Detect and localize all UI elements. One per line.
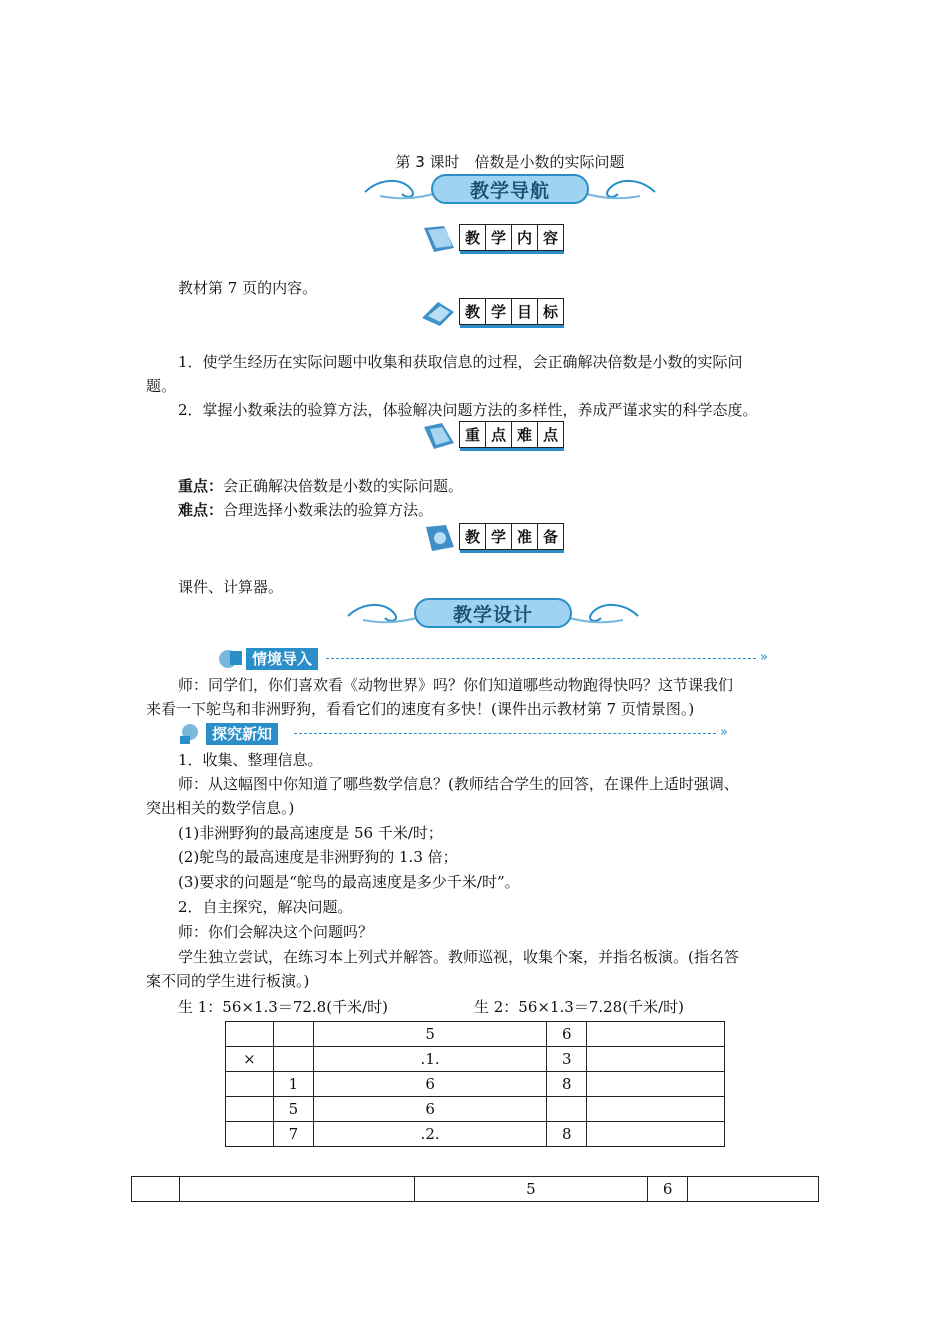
student-1-answer: 生 1：56×1.3＝72.8(千米/时) — [178, 998, 388, 1016]
table-cell — [587, 1097, 725, 1122]
student-2-answer: 生 2：56×1.3＝7.28(千米/时) — [474, 998, 684, 1016]
difficulty-label: 难点： — [178, 501, 224, 519]
table-cell — [226, 1097, 274, 1122]
difficulty-text: 合理选择小数乘法的验算方法。 — [223, 501, 434, 519]
banner-design-label: 教学设计 — [452, 603, 533, 626]
section-char: 准 — [511, 523, 538, 550]
tag-situation-intro — [216, 647, 776, 671]
content-text: 教材第 7 页的内容。 — [178, 279, 318, 297]
folder-icon — [420, 421, 458, 451]
explore-question-line-1: 师：从这幅图中你知道了哪些数学信息？(教师结合学生的回答，在课件上适时强调、 — [178, 775, 739, 793]
table-cell — [587, 1047, 725, 1072]
banner-teaching-navigation — [360, 170, 660, 208]
table-row — [226, 1072, 725, 1097]
double-chevron-right-icon: » — [720, 725, 728, 740]
intro-line-2: 来看一下鸵鸟和非洲野狗，看看它们的速度有多快！(课件出示教材第 7 页情景图。) — [146, 700, 695, 718]
table-cell — [226, 1022, 274, 1047]
explore-step-1: 1．收集、整理信息。 — [178, 751, 323, 769]
table-cell: 7 — [273, 1122, 313, 1147]
goal-1-line-1: 1．使学生经历在实际问题中收集和获取信息的过程，会正确解决倍数是小数的实际问 — [178, 353, 743, 371]
table-cell — [587, 1072, 725, 1097]
table-cell — [132, 1177, 180, 1202]
section-char: 重 — [459, 421, 486, 448]
table-cell: 6 — [313, 1097, 547, 1122]
table-cell — [547, 1097, 587, 1122]
section-char: 备 — [537, 523, 564, 550]
info-item-2: (2)鸵鸟的最高速度是非洲野狗的 1.3 倍； — [178, 848, 458, 866]
table-cell: 5 — [313, 1022, 547, 1047]
goal-2: 2．掌握小数乘法的验算方法，体验解决问题方法的多样性，养成严谨求实的科学态度。 — [178, 401, 758, 419]
info-item-3: (3)要求的问题是“鸵鸟的最高速度是多少千米/时”。 — [178, 873, 520, 891]
difficulty-line — [178, 498, 846, 522]
student-activity-line-1: 学生独立尝试，在练习本上列式并解答。教师巡视，收集个案，并指名板演。(指名答 — [178, 948, 739, 966]
table-cell: 6 — [547, 1022, 587, 1047]
section-teaching-goals — [420, 298, 564, 328]
key-text: 会正确解决倍数是小数的实际问题。 — [223, 477, 464, 495]
table-cell: 6 — [313, 1072, 547, 1097]
student-activity-line-2: 案不同的学生进行板演。) — [146, 972, 310, 990]
section-char: 点 — [485, 421, 512, 448]
table-cell: 8 — [547, 1122, 587, 1147]
table-cell: × — [226, 1047, 274, 1072]
table-cell — [273, 1047, 313, 1072]
table-row — [226, 1047, 725, 1072]
books-icon — [420, 298, 458, 328]
table-cell — [688, 1177, 819, 1202]
tag-explore-label: 探究新知 — [206, 723, 278, 745]
section-char: 学 — [485, 298, 512, 325]
puzzle-icon — [216, 647, 246, 671]
section-char: 难 — [511, 421, 538, 448]
banner-teaching-design — [343, 594, 643, 632]
dashed-divider — [294, 733, 716, 734]
section-teaching-content — [420, 224, 564, 254]
table-row — [226, 1022, 725, 1047]
book-icon — [420, 224, 458, 254]
section-key-points — [420, 421, 564, 451]
table-cell: 5 — [273, 1097, 313, 1122]
section-char: 教 — [459, 298, 486, 325]
dashed-divider — [326, 658, 756, 659]
table-cell: 6 — [648, 1177, 688, 1202]
table-cell — [179, 1177, 414, 1202]
section-char: 容 — [537, 224, 564, 251]
banner-nav-label: 教学导航 — [469, 179, 550, 202]
table-cell — [587, 1122, 725, 1147]
lesson-title: 第 3 课时 倍数是小数的实际问题 — [395, 153, 625, 171]
table-cell — [226, 1072, 274, 1097]
table-cell — [226, 1122, 274, 1147]
section-char: 点 — [537, 421, 564, 448]
section-char: 学 — [485, 523, 512, 550]
double-chevron-right-icon: » — [760, 650, 768, 665]
table-cell: .2. — [313, 1122, 547, 1147]
section-char: 学 — [485, 224, 512, 251]
explore-question-line-2: 突出相关的数学信息。) — [146, 799, 295, 817]
bottom-multiplication-table — [131, 1176, 819, 1202]
magnifier-icon — [176, 722, 206, 746]
table-cell: 1 — [273, 1072, 313, 1097]
table-cell: 8 — [547, 1072, 587, 1097]
table-row — [226, 1097, 725, 1122]
goal-1-line-2: 题。 — [146, 377, 177, 395]
section-char: 教 — [459, 224, 486, 251]
prep-text: 课件、计算器。 — [178, 578, 284, 596]
table-cell — [273, 1022, 313, 1047]
tag-explore-new — [176, 722, 736, 746]
section-char: 教 — [459, 523, 486, 550]
tag-intro-label: 情境导入 — [246, 648, 318, 670]
vertical-multiplication-table — [225, 1021, 725, 1147]
teacher-question: 师：你们会解决这个问题吗？ — [178, 923, 374, 941]
section-char: 标 — [537, 298, 564, 325]
section-char: 内 — [511, 224, 538, 251]
key-label: 重点： — [178, 477, 224, 495]
table-cell: 5 — [414, 1177, 648, 1202]
table-cell: 3 — [547, 1047, 587, 1072]
info-item-1: (1)非洲野狗的最高速度是 56 千米/时； — [178, 824, 443, 842]
table-cell — [587, 1022, 725, 1047]
section-char: 目 — [511, 298, 538, 325]
explore-step-2: 2．自主探究，解决问题。 — [178, 898, 353, 916]
section-teaching-prep — [420, 523, 564, 553]
key-point-line — [178, 474, 846, 498]
table-row — [132, 1177, 819, 1202]
table-row — [226, 1122, 725, 1147]
intro-line-1: 师：同学们，你们喜欢看《动物世界》吗？你们知道哪些动物跑得快吗？这节课我们 — [178, 676, 734, 694]
table-cell: .1. — [313, 1047, 547, 1072]
tools-icon — [420, 523, 458, 553]
